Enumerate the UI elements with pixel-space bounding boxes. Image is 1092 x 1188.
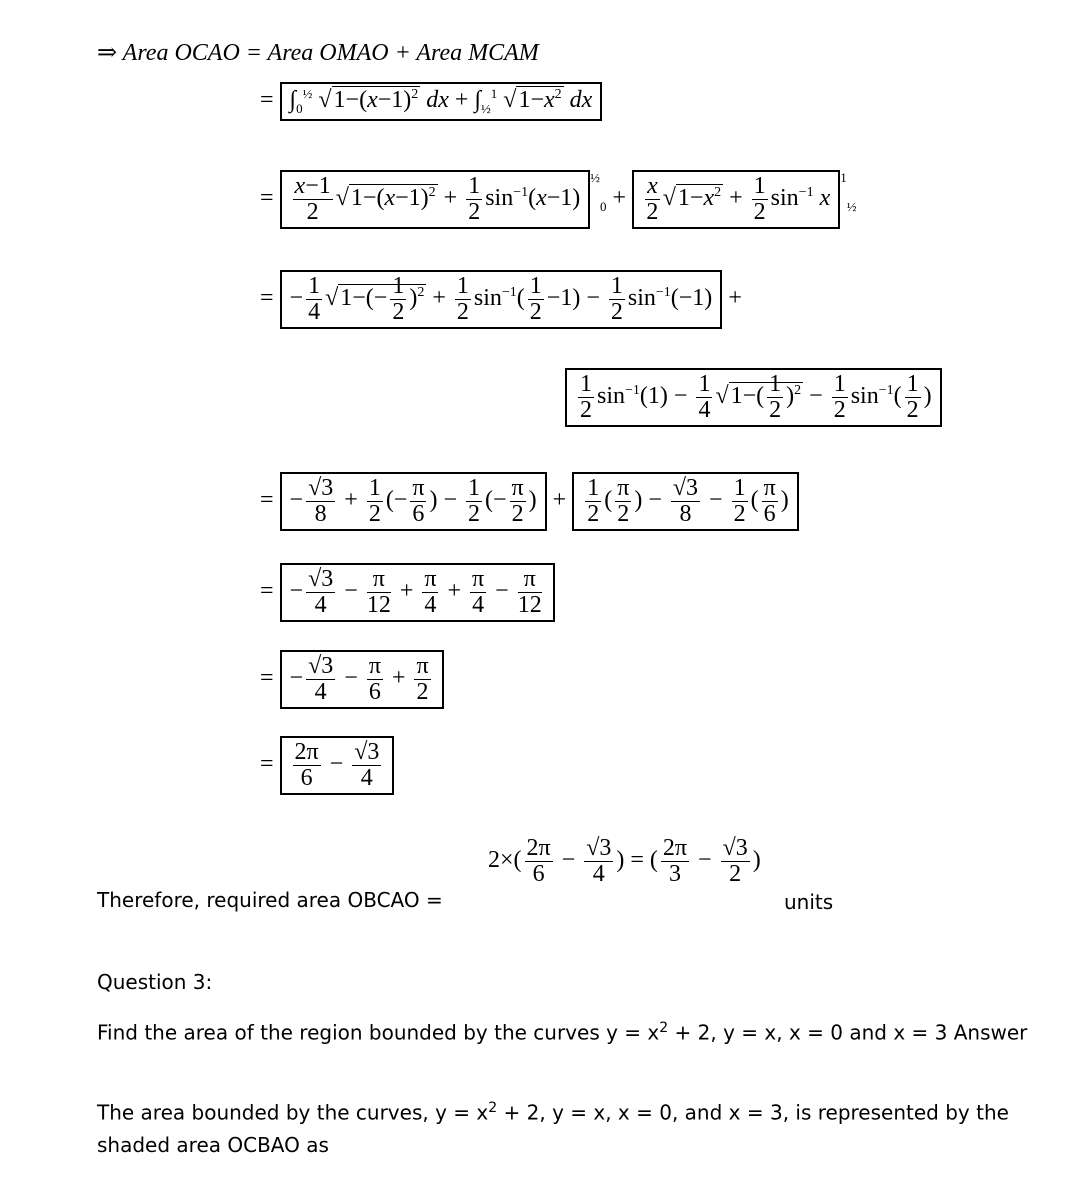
- step-1: = $\int_0^{\frac{1}{2}}$ $√1-(x-1)^2$ dx + $\int_{\frac{1}{2}}^1$ $√1-x^2$ dx: [260, 82, 602, 121]
- step-7: = $\frac{2\pi}{6}$ − $\frac{√3}{4}$: [260, 736, 394, 795]
- step-5: = − $\frac{√3}{4}$ − $\frac{\pi}{12}$ + $\frac{\pi}{4}$ + $\frac{\pi}{4}$ − $\frac{\pi}{12}$: [260, 563, 555, 622]
- units-label: units: [784, 890, 834, 914]
- therefore-expr: 2×( $\frac{2\pi}{6}$ − $\frac{√3}{4}$ ) = ( $\frac{2\pi}{3}$ − $\frac{√3}{2}$ ): [488, 835, 761, 888]
- question-text: Find the area of the region bounded by the curves $y = x^2 + 2$, y = x, x = 0 and x = 3 Answer: [97, 1020, 1028, 1045]
- header-line: ⇒ Area OCAO = Area OMAO + Area MCAM: [97, 40, 539, 66]
- step-4: = − $\frac{√3}{8}$ + $\frac{1}{2}$ (− $\frac{\pi}{6}$ ) − $\frac{1}{2}$ (− $\frac{\pi}{2}$ ) + $\frac{1}{2}$ ( $\frac{\pi}{2}$ ) − $\frac{√3}{8}$ − $\frac{1}{2}$ ( $\frac{\pi}{6}$ ): [260, 472, 799, 531]
- step-2: = $\frac{x-1}{2}$ $√1-(x-1)^2$ + $\frac{1}{2}$ $\sin^{-1}(x-1)^{\frac{1}{2}}_0$ + $\frac{x}{2}$ $√1-x^2$ + $\frac{1}{2}$ $\sin^{-1} x^1_{\frac{1}{2}}$: [260, 170, 857, 229]
- question-heading: Question 3:: [97, 970, 213, 994]
- answer-text: The area bounded by the curves, $y = x^2 + 2$, y = x, x = 0, and x = 3, is represented by the shaded area OCBAO as: [97, 1100, 1009, 1157]
- step-6: = − $\frac{√3}{4}$ − $\frac{\pi}{6}$ + $\frac{\pi}{2}$: [260, 650, 444, 709]
- step-3-cont: $\frac{1}{2}$ $\sin^{-1}(1)$ − $\frac{1}{4}$ √1−( $\frac{1}{2}$ )$^2$ − $\frac{1}{2}$ $\sin^{-1}$( $\frac{1}{2}$ ): [565, 368, 942, 427]
- therefore-label: Therefore, required area OBCAO =: [97, 888, 443, 912]
- step-3: = − $\frac{1}{4}$ √1−(− $\frac{1}{2}$ )$^2$ + $\frac{1}{2}$ $\sin^{-1}$( $\frac{1}{2}$ −1) − $\frac{1}{2}$ $\sin^{-1}(-1)$ +: [260, 270, 742, 329]
